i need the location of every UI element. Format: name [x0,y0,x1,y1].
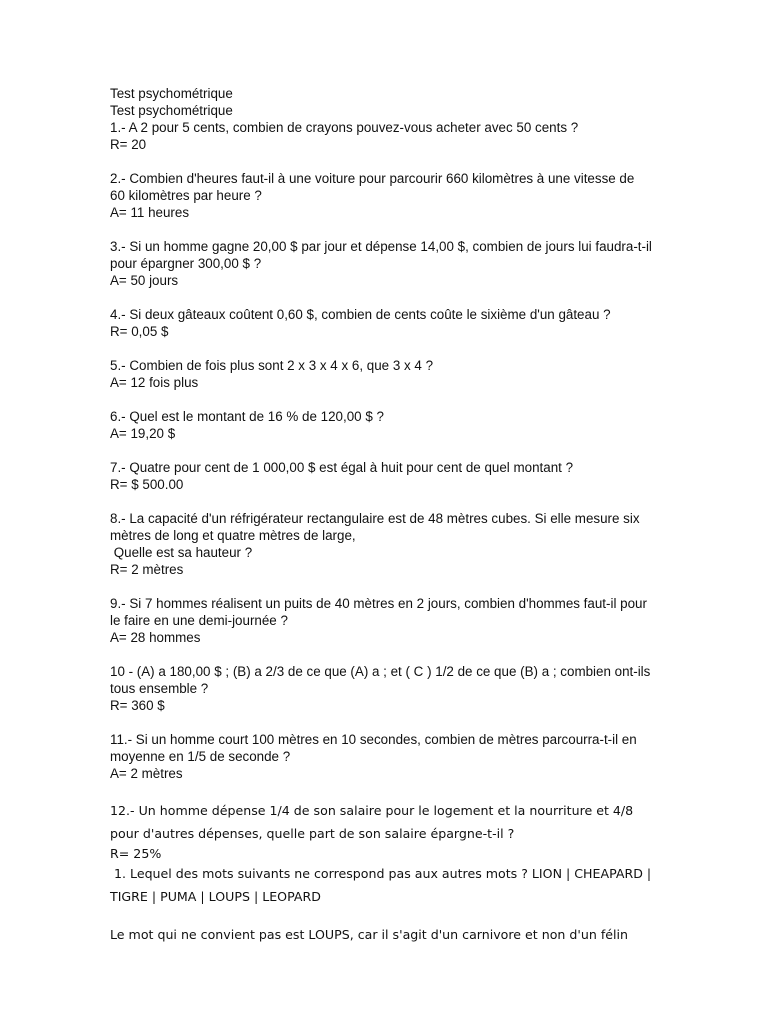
question-9 [110,595,670,646]
question-1 [110,119,670,153]
question-text: 12.- Un homme dépense 1/4 de son salaire pour le logement et la nourriture et 4/8 [110,803,634,818]
question-3 [110,238,670,289]
question-text: pour d'autres dépenses, quelle part de son salaire épargne-t-il ? [110,826,515,841]
answer-text: R= 25% [110,846,162,861]
question-6 [110,408,670,442]
question-text: le faire en une demi-journée ? [110,613,288,628]
question-text: 2.- Combien d'heures faut-il à une voiture pour parcourir 660 kilomètres à une vitesse de [110,171,635,186]
answer-text: A= 19,20 $ [110,426,176,441]
answer-text: R= 20 [110,137,147,152]
question-text: 8.- La capacité d'un réfrigérateur rectangulaire est de 48 mètres cubes. Si elle mesure six [110,511,640,526]
question-text: 9.- Si 7 hommes réalisent un puits de 40 mètres en 2 jours, combien d'hommes faut-il pour [110,596,647,611]
question-text: 11.- Si un homme court 100 mètres en 10 secondes, combien de mètres parcourra-t-il en [110,732,637,747]
question-4 [110,306,670,340]
answer-text: A= 11 heures [110,205,190,220]
question-text: tous ensemble ? [110,681,209,696]
question-text: 60 kilomètres par heure ? [110,188,262,203]
answer-text: A= 28 hommes [110,630,201,645]
answer-text: R= 2 mètres [110,562,184,577]
question-text: 6.- Quel est le montant de 16 % de 120,00 $ ? [110,409,384,424]
question-text: mètres de long et quatre mètres de large, [110,528,356,543]
word-question [110,862,670,908]
document-page [110,85,670,943]
question-text: 1. Lequel des mots suivants ne correspond pas aux autres mots ? LION | CHEAPARD | [110,866,652,881]
question-text: 1.- A 2 pour 5 cents, combien de crayons pouvez-vous acheter avec 50 cents ? [110,120,579,135]
answer-text: R= 0,05 $ [110,324,169,339]
question-12 [110,799,670,845]
conclusion-paragraph [110,926,670,943]
question-text: 4.- Si deux gâteaux coûtent 0,60 $, combien de cents coûte le sixième d'un gâteau ? [110,307,611,322]
question-text: 3.- Si un homme gagne 20,00 $ par jour et dépense 14,00 $, combien de jours lui faudra-t-il [110,239,652,254]
question-text: TIGRE | PUMA | LOUPS | LEOPARD [110,889,321,904]
question-7 [110,459,670,493]
question-text: Quelle est sa hauteur ? [110,545,253,560]
question-10 [110,663,670,714]
question-2 [110,170,670,221]
question-text: moyenne en 1/5 de seconde ? [110,749,291,764]
question-12-answer [110,845,670,862]
question-5 [110,357,670,391]
conclusion-text: Le mot qui ne convient pas est LOUPS, car il s'agit d'un carnivore et non d'un félin [110,927,628,942]
question-text: pour épargner 300,00 $ ? [110,256,262,271]
question-text: 10 - (A) a 180,00 $ ; (B) a 2/3 de ce que (A) a ; et ( C ) 1/2 de ce que (B) a ; combien ont-ils [110,664,651,679]
answer-text: A= 50 jours [110,273,179,288]
question-11 [110,731,670,782]
answer-text: R= 360 $ [110,698,165,713]
document-title-repeat: Test psychométrique [110,103,233,118]
answer-text: A= 12 fois plus [110,375,199,390]
question-text: 7.- Quatre pour cent de 1 000,00 $ est égal à huit pour cent de quel montant ? [110,460,574,475]
question-text: 5.- Combien de fois plus sont 2 x 3 x 4 x 6, que 3 x 4 ? [110,358,434,373]
answer-text: R= $ 500.00 [110,477,184,492]
question-8 [110,510,670,578]
answer-text: A= 2 mètres [110,766,183,781]
document-title: Test psychométrique [110,86,233,101]
